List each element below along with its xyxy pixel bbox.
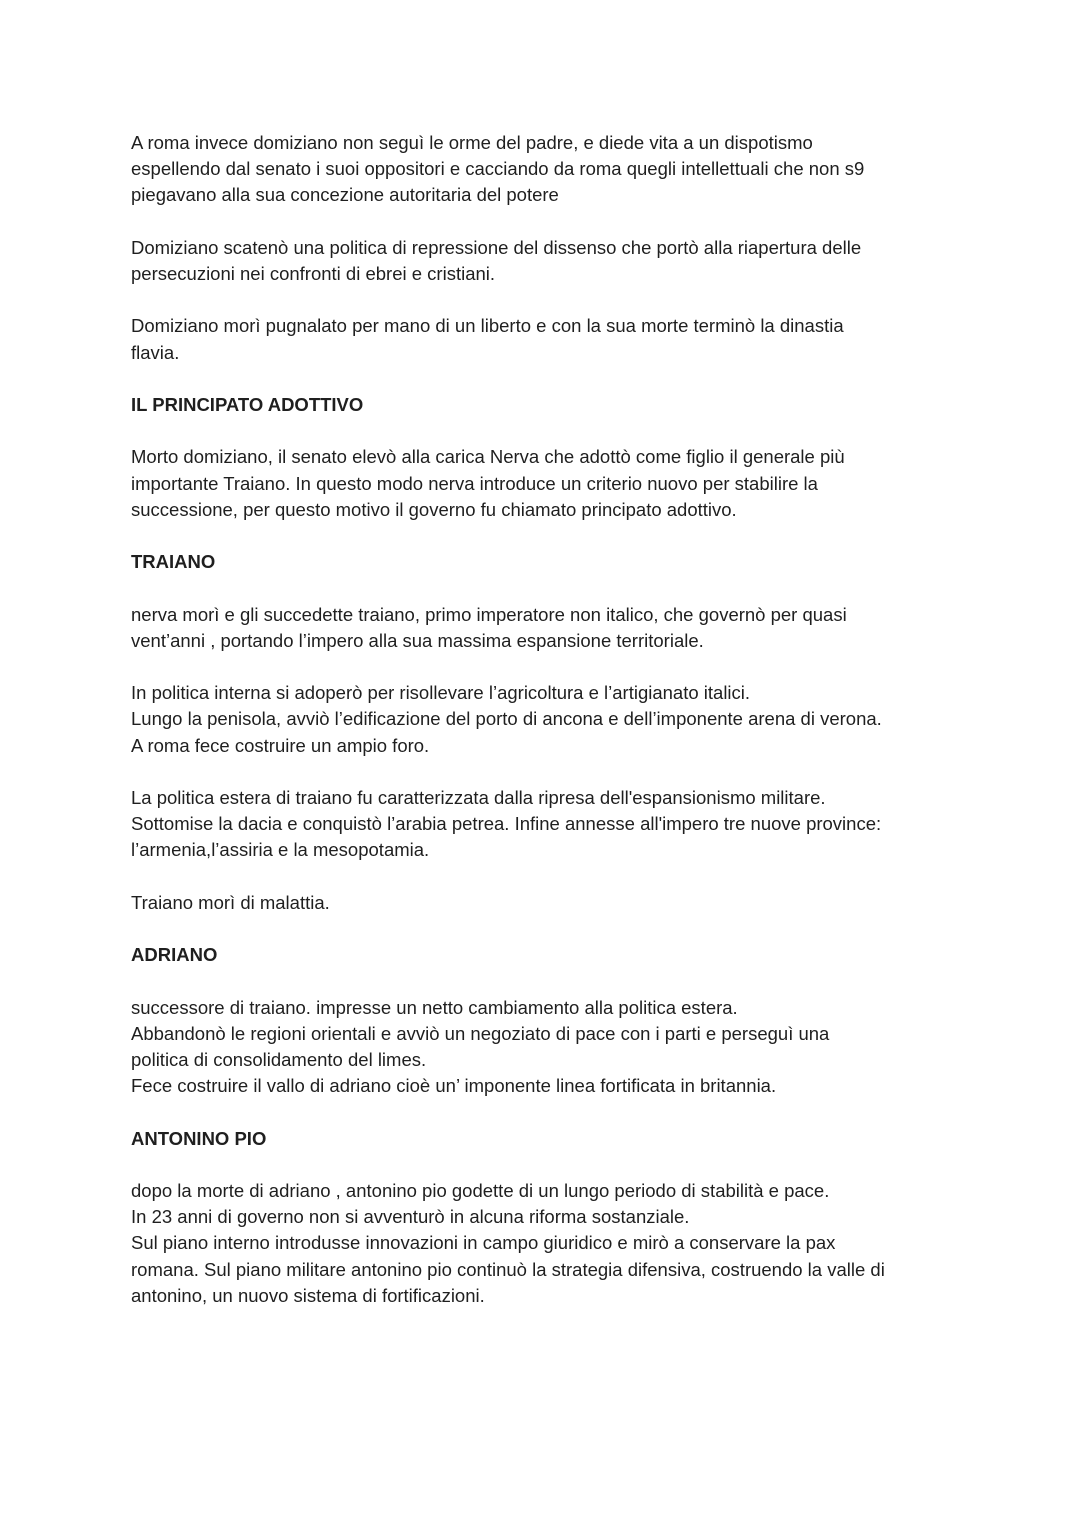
text-line: Sul piano interno introdusse innovazioni in campo giuridico e mirò a conservare la pax [131,1232,836,1254]
text-line: nerva morì e gli succedette traiano, primo imperatore non italico, che governò per quasi [131,603,847,625]
text-line: Abbandonò le regioni orientali e avviò un negoziato di pace con i parti e perseguì una [131,1022,830,1044]
paragraph [131,313,961,365]
text-line: La politica estera di traiano fu caratterizzata dalla ripresa dell'espansionismo militare. [131,786,826,808]
text-line: In 23 anni di governo non si avventurò in alcuna riforma sostanziale. [131,1206,690,1228]
text-line: importante Traiano. In questo modo nerva introduce un criterio nuovo per stabilire la [131,472,818,494]
text-line: l’armenia,l’assiria e la mesopotamia. [131,839,430,861]
paragraph [131,235,961,287]
text-line: Fece costruire il vallo di adriano cioè un’ imponente linea fortificata in britannia. [131,1075,777,1097]
text-line: A roma invece domiziano non seguì le orme del padre, e diede vita a un dispotismo [131,132,813,153]
text-line: Domiziano morì pugnalato per mano di un liberto e con la sua morte terminò la dinastia [131,315,844,337]
section-heading: ADRIANO [131,944,218,966]
text-line: successione, per questo motivo il governo fu chiamato principato adottivo. [131,498,737,520]
paragraph [131,130,961,209]
text-line: In politica interna si adoperò per risollevare l’agricoltura e l’artigianato italici. [131,682,751,704]
text-line: espellendo dal senato i suoi oppositori e cacciando da roma quegli intellettuali che non s9 [131,158,865,180]
paragraph [131,785,961,864]
text-line: Sottomise la dacia e conquistò l’arabia petrea. Infine annesse all'impero tre nuove province: [131,813,882,835]
paragraph [131,444,961,523]
section-heading: TRAIANO [131,551,216,573]
text-line: vent’anni , portando l’impero alla sua massima espansione territoriale. [131,629,704,651]
text-line: politica di consolidamento del limes. [131,1048,427,1070]
text-line: Domiziano scatenò una politica di repressione del dissenso che portò alla riapertura delle [131,236,862,258]
text-line: flavia. [131,341,180,363]
paragraph [131,890,961,916]
paragraph [131,602,961,654]
text-line: antonino, un nuovo sistema di fortificazioni. [131,1284,485,1306]
text-line: Traiano morì di malattia. [131,891,330,913]
paragraph [131,1178,961,1309]
text-line: Morto domiziano, il senato elevò alla carica Nerva che adottò come figlio il generale più [131,446,845,468]
paragraph [131,995,961,1100]
text-line: dopo la morte di adriano , antonino pio godette di un lungo periodo di stabilità e pace. [131,1179,830,1201]
text-line: successore di traiano. impresse un netto cambiamento alla politica estera. [131,996,738,1018]
text-line: A roma fece costruire un ampio foro. [131,734,430,756]
section-heading: IL PRINCIPATO ADOTTIVO [131,393,364,415]
paragraph [131,680,961,759]
text-line: romana. Sul piano militare antonino pio continuò la strategia difensiva, costruendo la valle di [131,1258,885,1280]
text-line: Lungo la penisola, avviò l’edificazione del porto di ancona e dell’imponente arena di verona. [131,708,882,730]
text-line: piegavano alla sua concezione autoritaria del potere [131,184,559,206]
section-heading: ANTONINO PIO [131,1127,267,1149]
document-body [131,130,961,1335]
text-line: persecuzioni nei confronti di ebrei e cristiani. [131,263,496,284]
